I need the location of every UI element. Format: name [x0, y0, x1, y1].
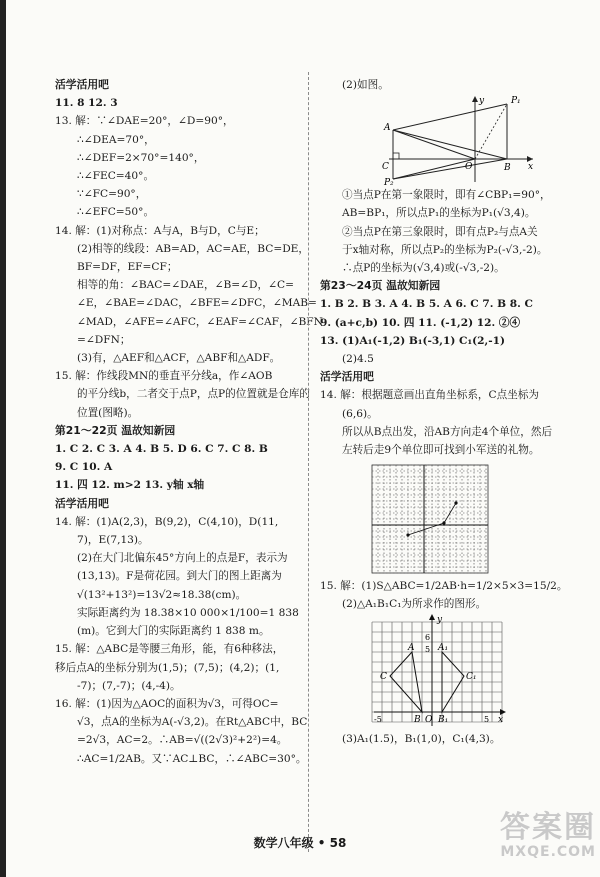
text-line: 的平分线b，二者交于点P，点P的位置就是仓库的 — [77, 388, 310, 401]
fig3-label: C — [380, 671, 387, 682]
watermark-url: MXQE.COM — [500, 844, 596, 860]
text-line: 15. 解：作线段MN的垂直平分线a，作∠AOB — [55, 370, 273, 383]
fig1-label: P₁ — [511, 96, 521, 107]
fig3-label: O — [425, 714, 433, 725]
text-line: -7)；(7,-7)；(4,-4)。 — [77, 679, 181, 692]
text-line: (2)相等的线段：AB=AD，AC=AE，BC=DE， — [77, 242, 310, 255]
text-line: 所以从B点出发，沿AB方向走4个单位，然后 — [342, 425, 553, 438]
text-line: 13. (1)A₁(-1,2) B₁(-3,1) C₁(2,-1) — [320, 334, 505, 347]
text-line: 相等的角：∠BAC=∠DAE，∠B=∠D，∠C= — [77, 279, 294, 292]
text-line: ∴∠DEF=2×70°=140°， — [77, 151, 205, 164]
fig1-label: B — [504, 163, 511, 174]
watermark-logo-text: 答案圈 — [500, 810, 596, 845]
fig3-label: C₁ — [466, 671, 477, 682]
section-heading: 活学活用吧 — [320, 370, 374, 384]
fig3-label: 5 — [484, 714, 490, 724]
section-heading: 活学活用吧 — [55, 496, 109, 510]
page-footer: 数学八年级 • 58 — [253, 836, 347, 850]
text-line: √(13²+13²)=13√2≈18.38(cm)。 — [77, 588, 247, 601]
text-line: 11. 四 12. m>2 13. y轴 x轴 — [55, 479, 205, 492]
text-line: ∴∠FEC=40°。 — [77, 170, 155, 183]
fig3-label: B — [414, 714, 421, 725]
fig1-label: A — [384, 123, 391, 134]
text-line: ①当点P在第一象限时，即有∠CBP₁=90°， — [342, 189, 551, 202]
text-line: 1. B 2. B 3. A 4. B 5. A 6. C 7. B 8. C — [320, 298, 533, 311]
section-heading: 第23～24页 温故知新园 — [320, 279, 441, 293]
text-line: 移后点A的坐标分别为(1,5)；(7,5)；(4,2)；(1, — [55, 661, 280, 674]
column-divider — [308, 72, 309, 852]
figure-grid-translation — [320, 614, 560, 730]
text-line: (13,13)。F是荷花园。到大门的图上距离为 — [77, 570, 282, 583]
text-line: (2)在大门北偏东45°方向上的点是F，表示为 — [77, 552, 288, 565]
text-line: 11. 8 12. 3 — [55, 97, 118, 110]
fig3-label: A — [408, 642, 415, 653]
text-line: 14. 解：(1)对称点：A与A，B与D，C与E； — [55, 224, 265, 237]
right-column — [320, 76, 568, 748]
text-line: 14. 解：(1)A(2,3)，B(9,2)，C(4,10)，D(11, — [55, 515, 279, 528]
text-line: 位置(图略)。 — [77, 406, 139, 419]
text-line: ∴∠DEA=70°， — [77, 133, 155, 146]
text-line: √3，点A的坐标为A(-√3,2)。在Rt△ABC中，BC — [77, 716, 308, 729]
figure-coordinate-triangle — [320, 94, 560, 186]
text-line: 7)，E(7,13)。 — [77, 534, 149, 547]
figure-dotted-grid-map — [320, 459, 560, 577]
text-line: (2)4.5 — [342, 353, 374, 366]
text-line: ∠E，∠BAE=∠DAC，∠BFE=∠DFC，∠MAB= — [77, 297, 317, 310]
text-line: ∴点P的坐标为(√3,4)或(-√3,-2)。 — [342, 262, 505, 275]
text-line: BF=DF，EF=CF； — [77, 261, 178, 274]
text-line: 1. C 2. C 3. A 4. B 5. D 6. C 7. C 8. B — [55, 443, 268, 456]
fig1-label: C — [382, 162, 389, 173]
text-line: (6,6)。 — [342, 407, 378, 420]
text-line: =2√3，AC=2。∴AB=√((2√3)²+2²)=4。 — [77, 734, 288, 747]
text-line: (2)△A₁B₁C₁为所求作的图形。 — [342, 598, 487, 611]
fig3-label: B₁ — [438, 714, 449, 725]
text-line: 9. C 10. A — [55, 461, 113, 474]
text-line: 左转后走9个单位即可找到小军送的礼物。 — [342, 444, 540, 457]
text-line: (2)如图。 — [342, 79, 389, 91]
text-line: 15. 解：△ABC是等腰三角形，能，有6种移法， — [55, 643, 284, 656]
fig3-label: -5 — [374, 714, 382, 724]
text-line: ∴AC=1/2AB。又∵AC⊥BC，∴∠ABC=30°。 — [77, 752, 307, 765]
text-line: AB=BP₁，所以点P₁的坐标为P₁(√3,4)。 — [342, 207, 536, 220]
fig1-label: P₂ — [384, 178, 394, 187]
fig3-label: 6 — [425, 632, 431, 642]
fig3-label: 5 — [425, 644, 431, 654]
fig1-label: O — [465, 162, 473, 173]
text-line: 实际距离约为 18.38×10 000×1/100=1 838 — [77, 606, 299, 619]
watermark — [500, 812, 596, 860]
page-edge-shadow — [0, 0, 6, 877]
text-line: ∴∠EFC=50°。 — [77, 206, 155, 219]
text-line: =∠DFN； — [77, 333, 131, 346]
text-line: 于x轴对称，所以点P₂的坐标为P₂(-√3,-2)。 — [342, 243, 548, 256]
section-heading: 第21～22页 温故知新园 — [55, 423, 176, 437]
text-line: ∠MAD，∠AFE=∠AFC，∠EAF=∠CAF，∠BFN — [77, 315, 323, 328]
fig1-label: y — [479, 96, 485, 107]
left-column — [55, 76, 323, 768]
section-heading: 活学活用吧 — [55, 78, 109, 91]
text-line: 13. 解：∵∠DAE=20°，∠D=90°， — [55, 115, 234, 128]
text-line: 9. (a+c,b) 10. 四 11. (-1,2) 12. ②④ — [320, 316, 521, 329]
fig3-label: y — [437, 614, 443, 625]
text-line: (3)有，△AEF和△ACF，△ABF和△ADF。 — [77, 352, 281, 365]
text-line: 16. 解：(1)因为△AOC的面积为√3，可得OC= — [55, 697, 279, 710]
fig3-label: A₁ — [438, 642, 449, 653]
text-line: ②当点P在第三象限时，即有点P₂与点A关 — [342, 225, 538, 238]
text-line: 14. 解：根据题意画出直角坐标系，C点坐标为 — [320, 389, 540, 402]
text-line: 15. 解：(1)S△ABC=1/2AB·h=1/2×5×3=15/2。 — [320, 580, 568, 593]
text-line: ∵∠FC=90°， — [77, 188, 147, 201]
text-line: (3)A₁(1.5)，B₁(1,0)，C₁(4,3)。 — [342, 732, 501, 745]
text-line: (m)。它到大门的实际距离约 1 838 m。 — [77, 625, 270, 638]
fig1-label: x — [528, 162, 534, 173]
fig3-label: x — [498, 714, 504, 725]
